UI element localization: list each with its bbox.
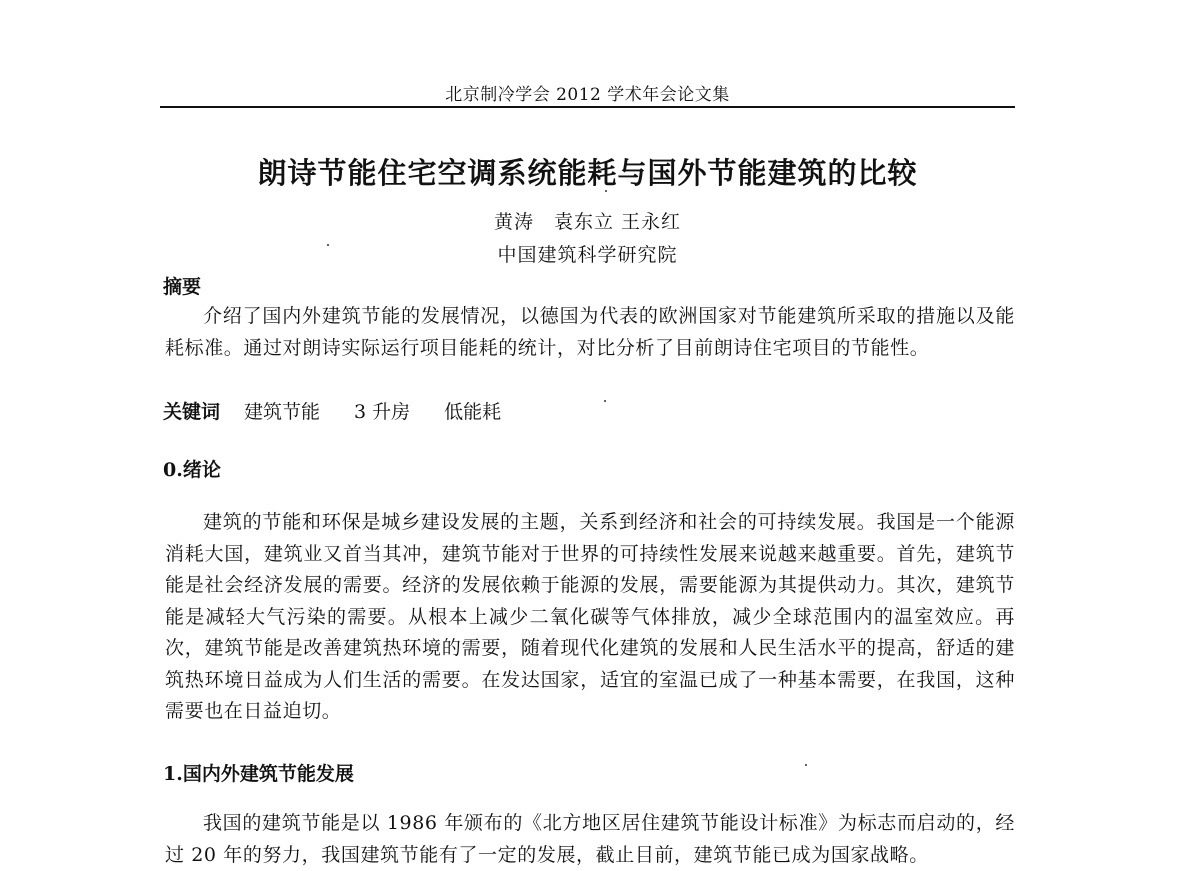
- scan-speck: [605, 190, 607, 192]
- scan-speck: [805, 764, 807, 766]
- section-heading-development: 1.国内外建筑节能发展: [163, 763, 354, 785]
- paper-title: 朗诗节能住宅空调系统能耗与国外节能建筑的比较: [257, 156, 918, 190]
- header-rule: [160, 106, 1015, 108]
- keyword-item: 3 升房: [354, 401, 411, 423]
- keywords-line: [163, 397, 535, 424]
- running-header: 北京制冷学会 2012 学术年会论文集: [445, 85, 730, 105]
- scan-speck: [604, 400, 606, 402]
- affiliation: 中国建筑科学研究院: [497, 244, 678, 266]
- keyword-item: 低能耗: [444, 401, 502, 423]
- scan-speck: [327, 244, 329, 246]
- section-text-development: 我国的建筑节能是以 1986 年颁布的《北方地区居住建筑节能设计标准》为标志而启动的，经过 20 年的努力，我国建筑节能有了一定的发展，截止目前，建筑节能已成为国家战略。: [165, 812, 1015, 866]
- keyword-item: 建筑节能: [244, 401, 321, 423]
- authors: 黄涛 袁东立 王永红: [493, 211, 682, 233]
- abstract-text: 介绍了国内外建筑节能的发展情况，以德国为代表的欧洲国家对节能建筑所采取的措施以及能耗标准。通过对朗诗实际运行项目能耗的统计，对比分析了目前朗诗住宅项目的节能性。: [165, 305, 1015, 359]
- keywords-label: 关键词: [163, 401, 221, 423]
- section-heading-introduction: 0.绪论: [163, 459, 221, 481]
- section-text-introduction: 建筑的节能和环保是城乡建设发展的主题，关系到经济和社会的可持续发展。我国是一个能源消耗大国，建筑业又首当其冲，建筑节能对于世界的可持续性发展来说越来越重要。首先，建筑节能是社会经济发展的需要。经济的发展依赖于能源的发展，需要能源为其提供动力。其次，建筑节能是减轻大气污染的需要。从根本上减少二氧化碳等气体排放，减少全球范围内的温室效应。再次，建筑节能是改善建筑热环境的需要，随着现代化建筑的发展和人民生活水平的提高，舒适的建筑热环境日益成为人们生活的需要。在发达国家，适宜的室温已成了一种基本需要，在我国，这种需要也在日益迫切。: [165, 511, 1015, 722]
- abstract-heading: 摘要: [163, 276, 202, 298]
